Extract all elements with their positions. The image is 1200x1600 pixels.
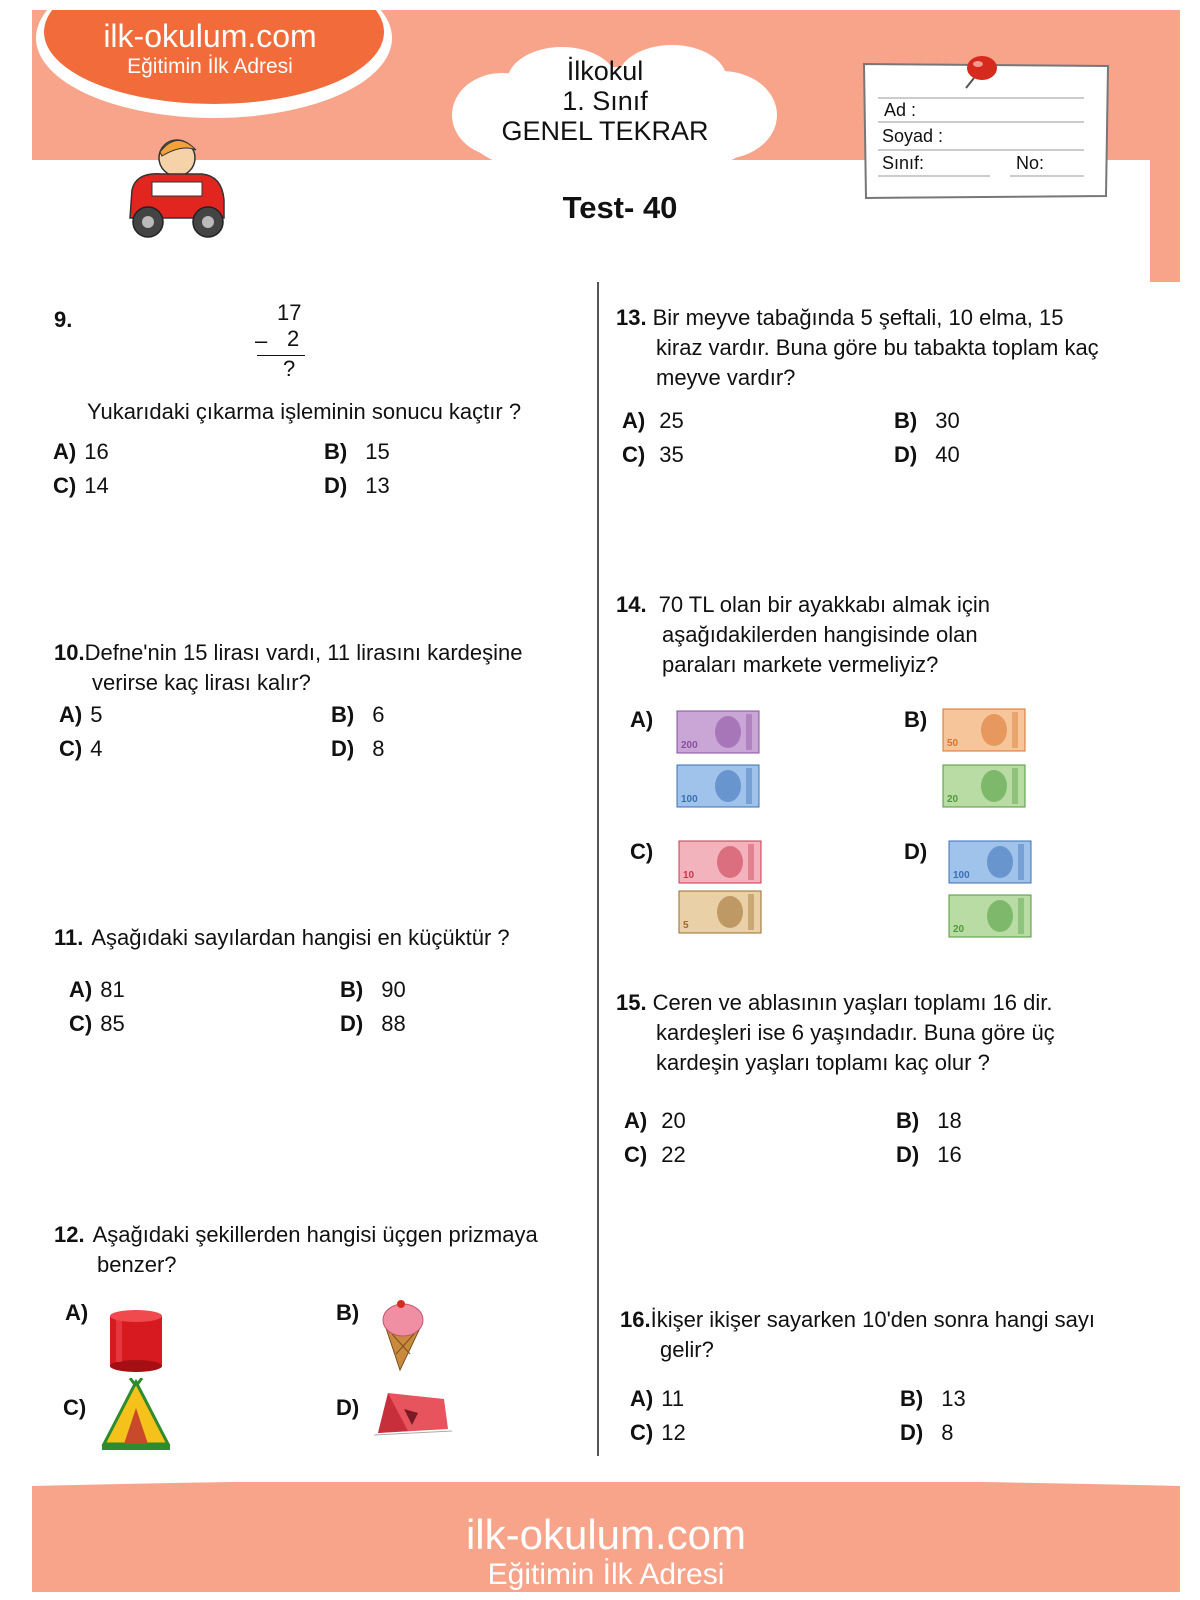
q10-option-d[interactable] [331,734,384,764]
ice-cream-cone-icon[interactable] [380,1298,426,1377]
q16-number: 16. [620,1307,651,1332]
option-label: C) [69,1011,93,1036]
banknote-icon [948,894,1032,943]
option-label: C) [53,473,77,498]
q13-question [616,303,1176,393]
option-value: 11 [661,1386,685,1411]
q12-option-d[interactable] [336,1393,367,1423]
column-divider [597,282,599,1456]
q14-option-a[interactable] [630,705,661,735]
footer-slogan: Eğitimin İlk Adresi [487,1558,725,1591]
option-label: D) [324,473,348,498]
q10-option-c[interactable] [59,734,102,764]
option-label: C) [59,736,83,761]
option-value: 8 [372,736,385,761]
option-value: 12 [661,1420,686,1445]
option-value: 85 [100,1011,125,1036]
option-value: 22 [661,1142,686,1167]
option-label: D) [900,1420,924,1445]
label-sinif: Sınıf: [882,153,925,173]
banknote-icon [948,840,1032,889]
option-value: 6 [372,702,385,727]
test-number: Test- 40 [562,190,678,225]
option-label: C) [630,839,654,864]
q12-option-c[interactable] [63,1393,94,1423]
q13-option-a[interactable] [622,406,684,436]
banknote-icon [942,764,1026,813]
q14-option-b[interactable] [904,705,935,735]
q13-line-3: meyve vardır? [656,365,796,390]
q11-number: 11. [54,925,84,950]
option-value: 90 [381,977,406,1002]
q9-result: ? [283,356,296,381]
option-label: A) [53,439,77,464]
q14-line-3: paraları markete vermeliyiz? [662,652,939,677]
q12-number: 12. [54,1222,85,1247]
q11-option-b[interactable] [340,975,406,1005]
q11-option-d[interactable] [340,1009,406,1039]
title-line-3: GENEL TEKRAR [501,116,709,146]
option-label: A) [622,408,646,433]
option-label: D) [331,736,355,761]
option-value: 13 [941,1386,966,1411]
q15-option-d[interactable] [896,1140,962,1170]
q11-option-a[interactable] [69,975,125,1005]
q9-option-c[interactable] [53,471,109,501]
option-label: A) [65,1300,89,1325]
footer-site-name: ilk-okulum.com [465,1511,747,1558]
label-ad: Ad : [884,100,917,120]
q9-minus-sign: – [255,328,268,353]
q10-option-a[interactable] [59,700,102,730]
option-label: A) [630,1386,654,1411]
q9-minuend: 17 [277,300,302,325]
option-value: 16 [937,1142,962,1167]
title-line-1: İlkokul [566,56,644,86]
q12-option-b[interactable] [336,1298,367,1328]
banknote-icon [676,764,760,813]
cylinder-icon[interactable] [108,1308,164,1379]
option-label: B) [894,408,918,433]
q16-option-b[interactable] [900,1384,966,1414]
student-info-card [860,60,1112,202]
option-value: 18 [937,1108,962,1133]
q13-option-b[interactable] [894,406,960,436]
q12-line-2: benzer? [97,1252,177,1277]
q10-line-1: Defne'nin 15 lirası vardı, 11 lirasını kardeşine [84,640,523,665]
q15-line-1: Ceren ve ablasının yaşları toplamı 16 dir. [652,990,1053,1015]
q14-option-d[interactable] [904,837,935,867]
banknote-value: 100 [953,870,970,881]
option-value: 20 [661,1108,686,1133]
label-no: No: [1016,153,1045,173]
option-label: A) [624,1108,648,1133]
option-label: B) [336,1300,360,1325]
option-value: 88 [381,1011,406,1036]
option-label: D) [896,1142,920,1167]
q9-text: Yukarıdaki çıkarma işleminin sonucu kaçtır ? [87,399,522,424]
site-slogan: Eğitimin İlk Adresi [127,55,293,78]
q9-subtrahend: 2 [287,326,300,351]
option-label: C) [63,1395,87,1420]
option-label: C) [630,1420,654,1445]
q16-line-1: İkişer ikişer sayarken 10'den sonra hangi sayı [650,1307,1096,1332]
q14-option-c[interactable] [630,837,661,867]
q12-line-1: Aşağıdaki şekillerden hangisi üçgen prizmaya [92,1222,538,1247]
label-soyad: Soyad : [882,126,944,146]
q13-number: 13. [616,305,647,330]
option-label: B) [900,1386,924,1411]
option-value: 13 [365,473,390,498]
option-label: D) [904,839,928,864]
teepee-icon[interactable] [100,1378,172,1457]
q15-question [616,988,1176,1078]
banknote-value: 20 [947,794,959,805]
q10-number: 10. [54,640,85,665]
option-label: A) [59,702,83,727]
site-logo[interactable] [60,18,360,80]
q14-line-1: 70 TL olan bir ayakkabı almak için [658,592,990,617]
q13-line-2: kiraz vardır. Buna göre bu tabakta toplam kaç [656,335,1099,360]
option-label: C) [622,442,646,467]
option-label: B) [331,702,355,727]
header-title [470,56,740,146]
q14-question [616,590,1176,680]
option-label: A) [630,707,654,732]
banknote-icon [678,890,762,939]
option-label: B) [340,977,364,1002]
option-value: 4 [90,736,103,761]
banknote-icon [942,708,1026,757]
q15-number: 15. [616,990,647,1015]
option-label: D) [894,442,918,467]
option-value: 30 [935,408,960,433]
q9-option-a[interactable] [53,437,109,467]
banknote-value: 20 [953,924,965,935]
option-value: 81 [100,977,125,1002]
tent-icon[interactable] [374,1385,452,1446]
option-label: D) [340,1011,364,1036]
q16-question [620,1305,1180,1365]
q15-line-3: kardeşin yaşları toplamı kaç olur ? [656,1050,990,1075]
option-label: B) [324,439,348,464]
q9-number: 9. [54,307,73,332]
q10-option-b[interactable] [331,700,384,730]
footer-logo[interactable] [32,1512,1180,1592]
title-line-2: 1. Sınıf [562,86,648,116]
q11-option-c[interactable] [69,1009,125,1039]
option-label: B) [904,707,928,732]
q15-option-c[interactable] [624,1140,686,1170]
q16-line-2: gelir? [660,1337,714,1362]
option-value: 25 [659,408,684,433]
q12-question [54,1220,594,1280]
q10-line-2: verirse kaç lirası kalır? [92,670,311,695]
q9-option-d[interactable] [324,471,390,501]
site-name: ilk-okulum.com [103,18,317,54]
option-value: 35 [659,442,684,467]
banknote-value: 100 [681,794,698,805]
banknote-value: 50 [947,738,959,749]
option-value: 8 [941,1420,954,1445]
q13-line-1: Bir meyve tabağında 5 şeftali, 10 elma, 15 [652,305,1064,330]
option-value: 40 [935,442,960,467]
q16-option-a[interactable] [630,1384,684,1414]
q15-line-2: kardeşleri ise 6 yaşındadır. Buna göre üç [656,1020,1055,1045]
q11-text: Aşağıdaki sayılardan hangisi en küçüktür ? [91,925,510,950]
cartoon-car-icon [122,130,232,245]
banknote-value: 10 [683,870,695,881]
banknote-value: 5 [683,920,689,931]
option-value: 16 [84,439,109,464]
q12-option-a[interactable] [65,1298,96,1328]
q15-option-a[interactable] [624,1106,686,1136]
banknote-value: 200 [681,740,698,751]
q9-option-b[interactable] [324,437,390,467]
banknote-icon [678,840,762,889]
q13-option-c[interactable] [622,440,684,470]
q15-option-b[interactable] [896,1106,962,1136]
option-value: 14 [84,473,109,498]
q10-question [54,638,584,698]
option-label: A) [69,977,93,1002]
option-value: 15 [365,439,390,464]
q16-option-c[interactable] [630,1418,686,1448]
q9-operation-line [257,355,305,356]
option-label: B) [896,1108,920,1133]
option-label: C) [624,1142,648,1167]
q14-line-2: aşağıdakilerden hangisinde olan [662,622,978,647]
option-label: D) [336,1395,360,1420]
banknote-icon [676,710,760,759]
q14-number: 14. [616,592,647,617]
option-value: 5 [90,702,103,727]
q16-option-d[interactable] [900,1418,953,1448]
q13-option-d[interactable] [894,440,960,470]
pin-icon [960,54,1004,95]
q11-question [54,923,510,953]
